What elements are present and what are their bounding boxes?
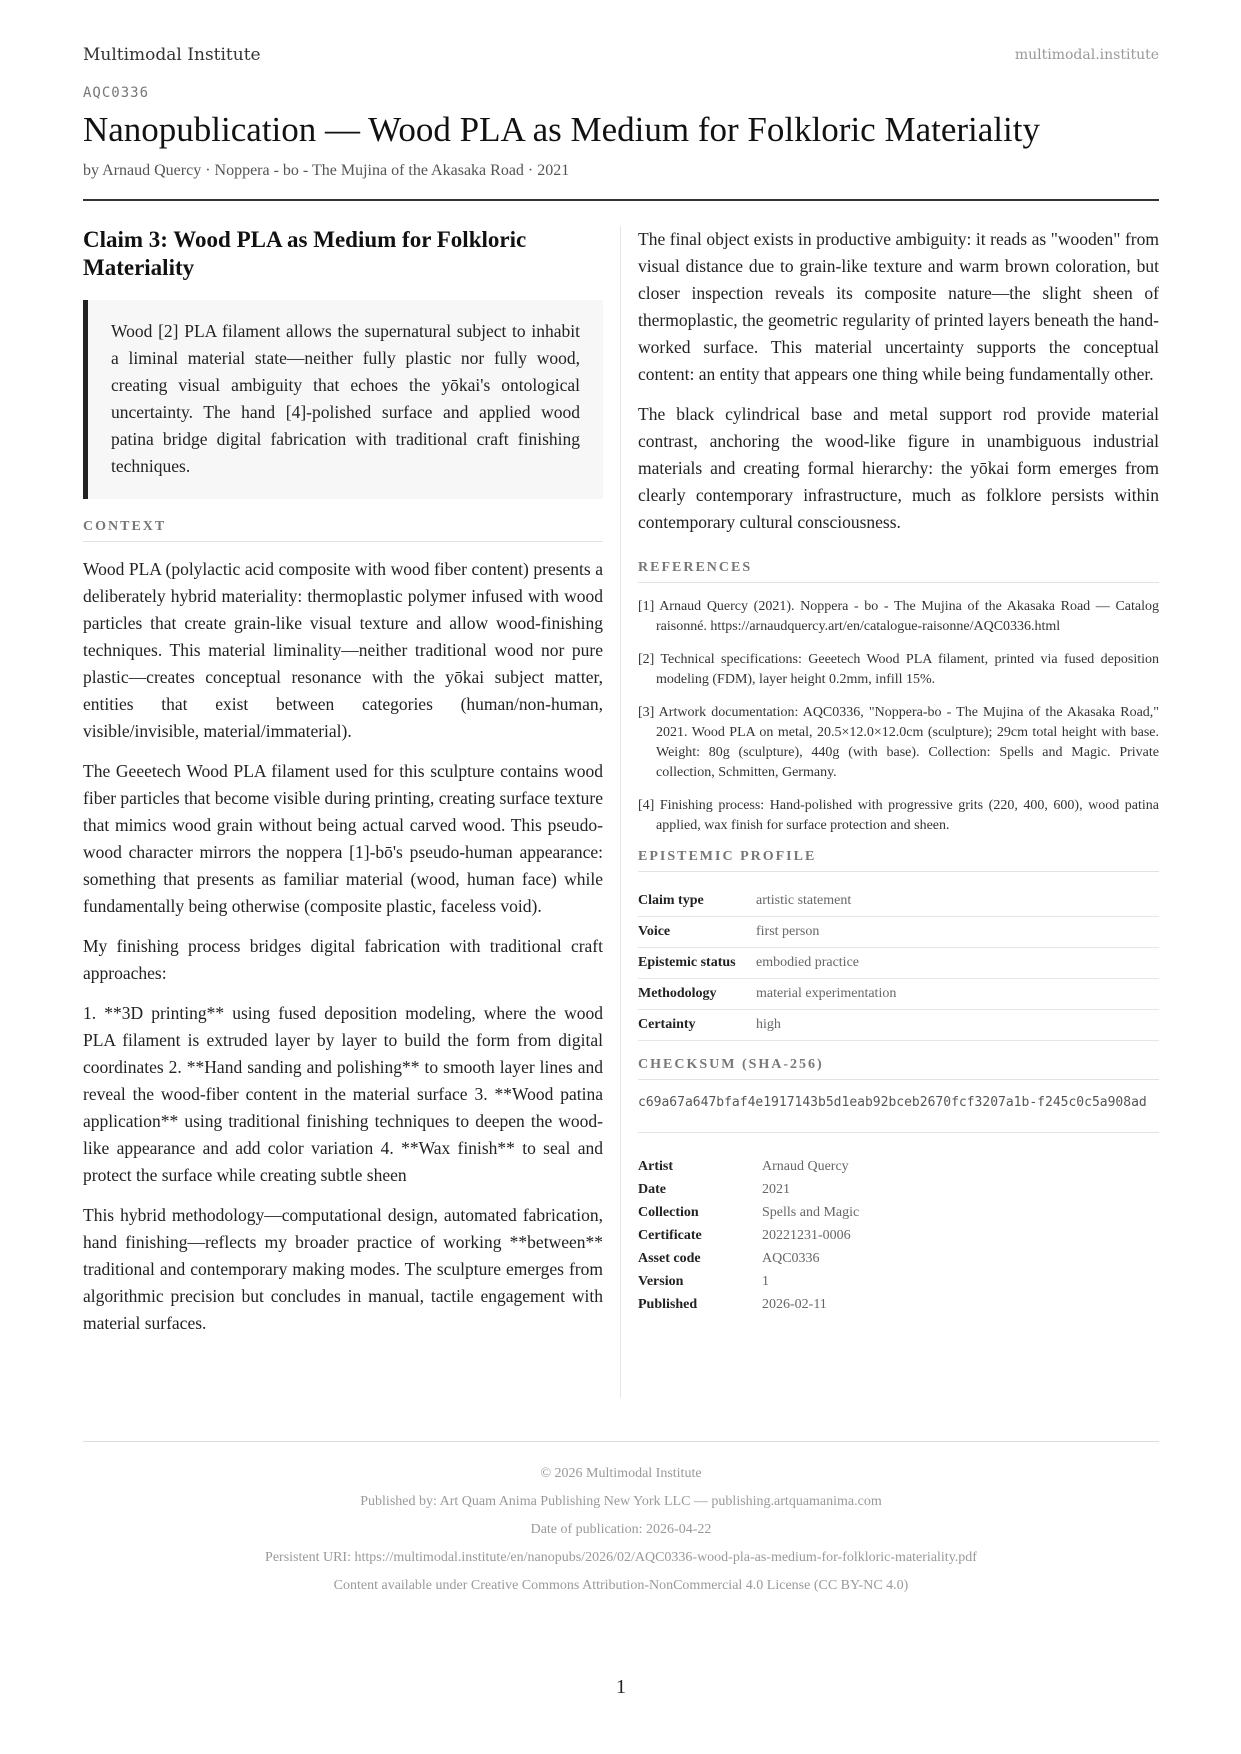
footer-copyright: © 2026 Multimodal Institute bbox=[540, 1466, 702, 1481]
footer-license: Content available under Creative Commons Attribution-NonCommercial 4.0 License (CC BY-NC 4.0) bbox=[333, 1578, 909, 1593]
left-column bbox=[83, 226, 603, 1350]
meta-value: 20221231-0006 bbox=[762, 1228, 851, 1243]
meta-value: Spells and Magic bbox=[762, 1205, 860, 1220]
meta-key: Collection bbox=[638, 1205, 699, 1220]
meta-key: Published bbox=[638, 1297, 698, 1312]
byline: by Arnaud Quercy · Noppera - bo - The Mujina of the Akasaka Road · 2021 bbox=[83, 162, 570, 179]
table-row bbox=[638, 1224, 1159, 1247]
meta-value: Arnaud Quercy bbox=[762, 1159, 849, 1174]
meta-key: Certificate bbox=[638, 1228, 702, 1243]
table-row bbox=[638, 886, 1159, 917]
table-row bbox=[638, 1293, 1159, 1316]
header-divider bbox=[83, 199, 1159, 201]
reference-item: [3] Artwork documentation: AQC0336, "Noppera-bo - The Mujina of the Akasaka Road," 2021. Wood PLA on metal, 20.5×12.0×12.0cm (sculpture); 29cm total height with base. Weight: 80g (sculpture), 440g (with base). Collection: Spells and Magic. Private collection, Schmitten, Germany. bbox=[638, 705, 1159, 780]
meta-key: Date bbox=[638, 1182, 666, 1197]
table-row bbox=[638, 1010, 1159, 1041]
checksum-heading: CHECKSUM (SHA-256) bbox=[638, 1057, 1159, 1080]
profile-key: Epistemic status bbox=[638, 948, 756, 979]
profile-value: first person bbox=[756, 917, 1159, 948]
meta-value: 2021 bbox=[762, 1182, 790, 1197]
epistemic-profile-heading: EPISTEMIC PROFILE bbox=[638, 849, 1159, 872]
right-column bbox=[638, 226, 1159, 1316]
checksum-value: c69a67a647bfaf4e1917143b5d1eab92bceb2670fcf3207a1b-f245c0c5a908ad bbox=[638, 1094, 1159, 1133]
asset-code: AQC0336 bbox=[83, 85, 150, 101]
meta-value: AQC0336 bbox=[762, 1251, 820, 1266]
footer-divider bbox=[83, 1441, 1159, 1442]
table-row bbox=[638, 1155, 1159, 1178]
meta-value: 1 bbox=[762, 1274, 769, 1289]
table-row bbox=[638, 1178, 1159, 1201]
institute-site-link[interactable]: multimodal.institute bbox=[1014, 47, 1159, 63]
profile-value: artistic statement bbox=[756, 886, 1159, 917]
reference-item[interactable]: [1] Arnaud Quercy (2021). Noppera - bo - The Mujina of the Akasaka Road — Catalog raisonné. https://arnaudquercy.art/en/catalogue-raisonne/AQC0336.html bbox=[638, 599, 1159, 634]
reference-item: [2] Technical specifications: Geeetech Wood PLA filament, printed via fused deposition modeling (FDM), layer height 0.2mm, infill 15%. bbox=[638, 652, 1159, 687]
meta-key: Asset code bbox=[638, 1251, 701, 1266]
context-paragraph: This hybrid methodology—computational design, automated fabrication, hand finishing—reflects my broader practice of working **between** traditional and contemporary making modes. The sculpture emerges from algorithmic precision but concludes in manual, tactile engagement with material surfaces. bbox=[83, 1205, 603, 1333]
context-heading: CONTEXT bbox=[83, 519, 603, 542]
epistemic-profile-table bbox=[638, 886, 1159, 1041]
page-number: 1 bbox=[616, 1676, 626, 1698]
meta-key: Version bbox=[638, 1274, 684, 1289]
profile-key: Certainty bbox=[638, 1010, 756, 1041]
footer-persistent-uri[interactable]: Persistent URI: https://multimodal.institute/en/nanopubs/2026/02/AQC0336-wood-pla-as-medium-for-folkloric-materiality.pdf bbox=[265, 1550, 977, 1565]
context-paragraph: The Geeetech Wood PLA filament used for this sculpture contains wood fiber particles that become visible during printing, creating surface texture that mimics wood grain without being actual carved wood. This pseudo-wood character mirrors the noppera [1]-bō's pseudo-human appearance: something that presents as familiar material (wood, human face) while fundamentally being otherwise (composite plastic, faceless void). bbox=[83, 761, 603, 916]
reference-item: [4] Finishing process: Hand-polished with progressive grits (220, 400, 600), wood patina applied, wax finish for surface protection and sheen. bbox=[638, 798, 1159, 833]
profile-value: high bbox=[756, 1010, 1159, 1041]
profile-key: Claim type bbox=[638, 886, 756, 917]
profile-key: Methodology bbox=[638, 979, 756, 1010]
claim-blockquote bbox=[83, 300, 603, 499]
profile-value: embodied practice bbox=[756, 948, 1159, 979]
claim-title: Claim 3: Wood PLA as Medium for Folkloric Materiality bbox=[83, 227, 527, 280]
context-paragraph: My finishing process bridges digital fabrication with traditional craft approaches: bbox=[83, 936, 603, 983]
profile-key: Voice bbox=[638, 917, 756, 948]
footer-publication-date: Date of publication: 2026-04-22 bbox=[530, 1522, 712, 1537]
references-heading: REFERENCES bbox=[638, 560, 1159, 583]
footer-publisher: Published by: Art Quam Anima Publishing New York LLC — publishing.artquamanima.com bbox=[360, 1494, 882, 1509]
footer bbox=[83, 1460, 1159, 1600]
column-divider bbox=[620, 226, 621, 1398]
context-paragraph: Wood PLA (polylactic acid composite with wood fiber content) presents a deliberately hybrid materiality: thermoplastic polymer infused with wood particles that create grain-like visual texture and allow wood-finishing techniques. This material liminality—neither traditional wood nor pure plastic—creates conceptual resonance with the yōkai subject matter, entities that exist between categories (human/non-human, visible/invisible, material/immaterial). bbox=[83, 559, 603, 741]
meta-value: 2026-02-11 bbox=[762, 1297, 827, 1312]
institute-name: Multimodal Institute bbox=[83, 45, 261, 65]
meta-key: Artist bbox=[638, 1159, 673, 1174]
page-title: Nanopublication — Wood PLA as Medium for Folkloric Materiality bbox=[83, 110, 1040, 149]
claim-text: Wood [2] PLA filament allows the supernatural subject to inhabit a liminal material state—neither fully plastic nor fully wood, creating visual ambiguity that echoes the yōkai's ontological uncertainty. The hand [4]-polished surface and applied wood patina bridge digital fabrication with traditional craft finishing techniques. bbox=[111, 321, 580, 476]
table-row bbox=[638, 1247, 1159, 1270]
context-paragraph: The black cylindrical base and metal support rod provide material contrast, anchoring the wood-like figure in unambiguous industrial materials and creating formal hierarchy: the yōkai form emerges from clearly contemporary infrastructure, much as folklore persists within contemporary cultural consciousness. bbox=[638, 404, 1159, 532]
context-paragraph: 1. **3D printing** using fused deposition modeling, where the wood PLA filament is extruded layer by layer to build the form from digital coordinates 2. **Hand sanding and polishing** to smooth layer lines and reveal the wood-fiber content in the material surface 3. **Wood patina application** using traditional finishing techniques to deepen the wood-like appearance and add color variation 4. **Wax finish** to seal and protect the surface while creating subtle sheen bbox=[83, 1003, 603, 1185]
references-list bbox=[638, 597, 1159, 836]
table-row bbox=[638, 979, 1159, 1010]
context-paragraph: The final object exists in productive ambiguity: it reads as "wooden" from visual distance due to grain-like texture and warm brown coloration, but closer inspection reveals its composite nature—the slight sheen of thermoplastic, the geometric regularity of printed layers beneath the hand-worked surface. This material uncertainty supports the conceptual content: an entity that appears one thing while being fundamentally other. bbox=[638, 229, 1159, 384]
profile-value: material experimentation bbox=[756, 979, 1159, 1010]
table-row bbox=[638, 1201, 1159, 1224]
table-row bbox=[638, 917, 1159, 948]
table-row bbox=[638, 1270, 1159, 1293]
metadata-table bbox=[638, 1155, 1159, 1316]
top-bar bbox=[83, 45, 1159, 69]
table-row bbox=[638, 948, 1159, 979]
